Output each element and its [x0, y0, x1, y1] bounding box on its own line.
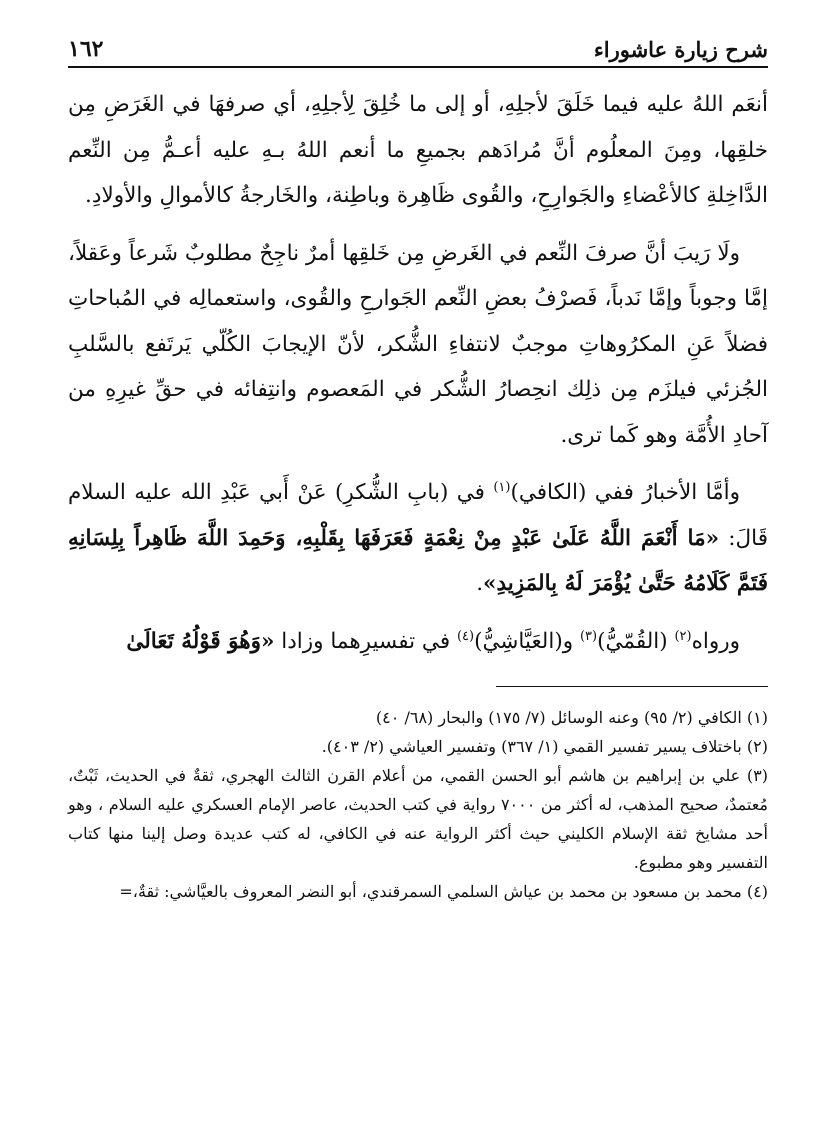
paragraph-4-lead: ورواه [691, 628, 740, 654]
paragraph-3-mid: في (بابِ الشُّكرِ) عَنْ أَبي عَبْدِ الله عليه السلام قَالَ: [68, 480, 769, 551]
paragraph-3-lead: وأمَّا الأخبارُ ففي (الكافي) [510, 480, 740, 505]
paragraph-1: أنعَم اللهُ عليه فيما خَلَقَ لأجلِهِ، أو إلى ما خُلِقَ لِأجلِهِ، أي صرفهَا في الغَرَضِ مِن خلقِها، ومِنَ المعلُوم أنَّ مُرادَهم بجميعِ ما أنعم اللهُ بـهِ عليه أعـمُّ مِن النِّعم الدَّاخِلةِ كالأعْضاءِ والجَوارِحِ، والقُوى ظَاهِرة وباطِنة، والخَارجةُ كالأموالِ والأولادِ. [68, 92, 768, 208]
running-title: شرح زيارة عاشوراء [593, 37, 768, 62]
paragraph-4-b: و(العَيَّاشِيُّ) [474, 628, 580, 654]
page-number: ١٦٢ [68, 36, 104, 62]
footnote-1: (١) الكافي (٢/ ٩٥) وعنه الوسائل (٧/ ١٧٥) والبحار (٦٨/ ٤٠) [375, 708, 768, 727]
footnote-3: (٣) علي بن إبراهيم بن هاشم أبو الحسن القمي، من أعلام القرن الثالث الهجري، ثقةٌ في الحديث، ثَبْتٌ، مُعتمدٌ، صحيح المذهب، له أكثر من ٧٠٠٠ رواية في كتب الحديث، عاصر الإمام العسكري عليه السلام ، وهو أحد مشايخ ثقة الإسلام الكليني حيث أكثر الرواية عنه في الكافي، له كتب عديدة وصل إلينا منها كتاب التفسير وهو مطبوع. [68, 766, 768, 872]
paragraph-3-end: . [476, 571, 484, 596]
footnote-ref-4: (٤) [456, 628, 475, 644]
quran-quote-start: «وَهُوَ قَوْلُهُ تَعَالَىٰ [126, 628, 275, 654]
footnote-2: (٢) باختلاف يسير تفسير القمي (١/ ٣٦٧) وتفسير العياشي (٢/ ٤٠٣). [321, 737, 768, 756]
paragraph-3 [68, 470, 768, 607]
main-text [68, 82, 768, 664]
footnote-ref-2: (٢) [674, 628, 692, 644]
footnote-ref-1: (١) [493, 479, 511, 495]
running-header [68, 26, 768, 68]
paragraph-4-c: في تفسيرِهما وزادا [274, 628, 457, 654]
footnotes [68, 703, 768, 906]
page [68, 26, 768, 906]
paragraph-4 [68, 619, 768, 665]
footnote-separator [496, 686, 768, 687]
footnote-4: (٤) محمد بن مسعود بن محمد بن عياش السلمي السمرقندي، أبو النضر المعروف بالعيَّاشي: ثقةٌ،= [119, 882, 768, 901]
footnote-ref-3: (٣) [579, 628, 598, 644]
paragraph-2: ولَا رَيبَ أنَّ صرفَ النِّعم في الغَرضِ مِن خَلقِها أمرٌ ناجِحٌ مطلوبٌ شَرعاً وعَقلاً، إمَّا وجوباً وإمَّا نَدباً، فَصرْفُ بعضِ النِّعم الجَوارحِ والقُوى، واستعمالِه في المُباحاتِ فضلاً عَنِ المكرُوهاتِ موجبٌ لانتفاءِ الشُّكر، لأنّ الإيجابَ الكُلّي يَرتَفع بالسَّلبِ الجُزئي فيلزَم مِن ذلِك انحِصارُ الشُّكر في المَعصوم وانتِفائه في حقِّ غيرِهِ من آحادِ الأُمَّة وهو كَما ترى. [68, 240, 768, 448]
hadith-quote: «مَا أَنْعَمَ اللَّهُ عَلَىٰ عَبْدٍ مِنْ نِعْمَةٍ فَعَرَفَهَا بِقَلْبِهِ، وَحَمِدَ اللَّهَ ظَاهِراً بِلِسَانِهِ فَتَمَّ كَلَامُهُ حَتَّىٰ يُؤْمَرَ لَهُ بِالمَزِيدِ» [68, 525, 768, 596]
paragraph-4-a: (القُمّيُّ) [597, 628, 675, 654]
